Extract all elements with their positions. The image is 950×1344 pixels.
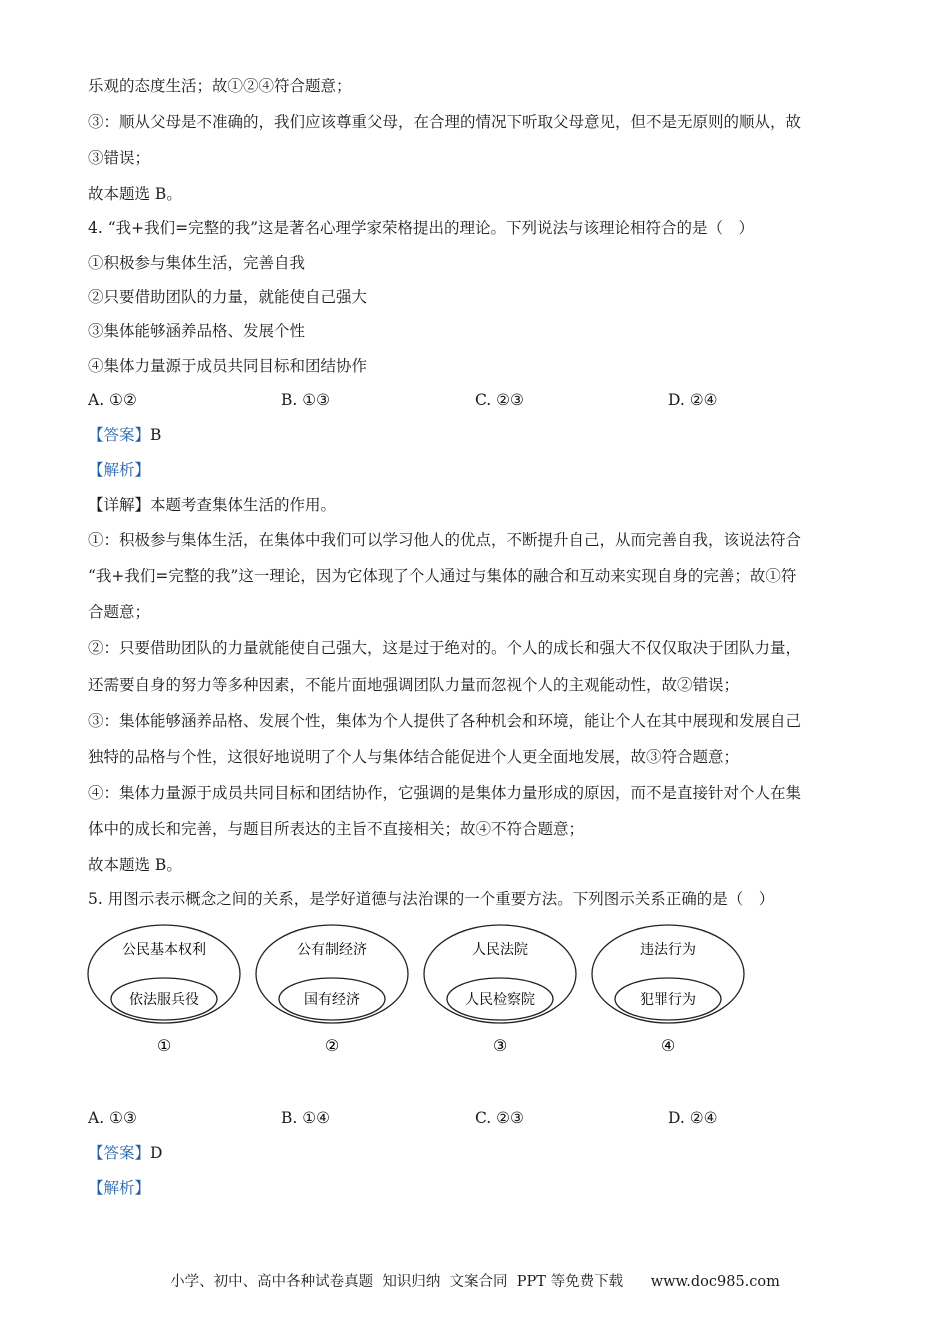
diagram-2-inner: 国有经济 (304, 992, 360, 1008)
diagram-1-number: ① (156, 1036, 172, 1055)
explain-line: ①：积极参与集体生活，在集体中我们可以学习他人的优点，不断提升自己，从而完善自我，该说法符合 (88, 531, 802, 549)
answer-value: D (150, 1144, 163, 1162)
diagram-4 (592, 925, 744, 1055)
explain-line: ②：只要借助团队的力量就能使自己强大，这是过于绝对的。个人的成长和强大不仅仅取决于团队力量， (88, 639, 802, 657)
diagram-2 (256, 925, 408, 1055)
explain-line: 合题意； (88, 603, 151, 621)
explain-line: ③：集体能够涵养品格、发展个性，集体为个人提供了各种机会和环境，能让个人在其中展现和发展自己 (88, 712, 802, 730)
text-line: 故本题选 B。 (88, 185, 182, 203)
diagram-1-inner: 依法服兵役 (129, 992, 199, 1008)
question-5-option-b: B. ①④ (281, 1109, 331, 1127)
detail-line (88, 495, 336, 515)
question-4-option-c: C. ②③ (475, 391, 524, 409)
diagram-3-number: ③ (492, 1036, 508, 1055)
analysis-tag: 【解析】 (88, 461, 151, 479)
diagram-3-outer: 人民法院 (472, 942, 528, 958)
diagram-2-number: ② (324, 1036, 340, 1055)
question-4-stem: 4. “我+我们=完整的我”这是著名心理学家荣格提出的理论。下列说法与该理论相符合的是（ ） (88, 219, 755, 237)
explain-line: “我+我们=完整的我”这一理论，因为它体现了个人通过与集体的融合和互动来实现自身的完善；故①符 (88, 567, 797, 585)
answer-line (88, 425, 161, 445)
question-4-option-b: B. ①③ (281, 391, 331, 409)
page-footer (0, 1270, 950, 1291)
question-4-option-a: A. ①② (88, 391, 137, 409)
detail-intro: 本题考查集体生活的作用。 (150, 496, 337, 514)
question-4-item: ②只要借助团队的力量，就能使自己强大 (88, 288, 368, 306)
footer-text: 小学、初中、高中各种试卷真题 知识归纳 文案合同 PPT 等免费下载 (170, 1274, 624, 1290)
diagram-4-number: ④ (660, 1036, 676, 1055)
text-line: ③：顺从父母是不准确的，我们应该尊重父母，在合理的情况下听取父母意见，但不是无原则的顺从，故 (88, 113, 802, 131)
question-4-item: ③集体能够涵养品格、发展个性 (88, 322, 306, 340)
explain-line: ④：集体力量源于成员共同目标和团结协作，它强调的是集体力量形成的原因，而不是直接针对个人在集 (88, 784, 802, 802)
diagram-1-outer: 公民基本权利 (122, 942, 206, 958)
analysis-tag: 【解析】 (88, 1179, 151, 1197)
question-4-item: ①积极参与集体生活，完善自我 (88, 254, 306, 272)
answer-value: B (150, 426, 162, 444)
diagram-4-outer: 违法行为 (640, 942, 696, 958)
explain-line: 独特的品格与个性，这很好地说明了个人与集体结合能促进个人更全面地发展，故③符合题意； (88, 748, 740, 766)
answer-tag: 【答案】 (88, 1144, 151, 1162)
question-4-option-d: D. ②④ (668, 391, 718, 409)
detail-tag: 【详解】 (88, 496, 151, 514)
question-5-option-c: C. ②③ (475, 1109, 524, 1127)
diagram-4-inner: 犯罪行为 (640, 992, 696, 1008)
diagram-3 (424, 925, 576, 1055)
explain-line: 体中的成长和完善，与题目所表达的主旨不直接相关；故④不符合题意； (88, 820, 585, 838)
diagram-1 (88, 925, 240, 1055)
text-line: ③错误； (88, 149, 151, 167)
text-line: 乐观的态度生活；故①②④符合题意； (88, 77, 352, 95)
explain-line: 还需要自身的努力等多种因素，不能片面地强调团队力量而忽视个人的主观能动性，故②错误； (88, 676, 740, 694)
question-4-item: ④集体力量源于成员共同目标和团结协作 (88, 357, 368, 375)
question-5-option-d: D. ②④ (668, 1109, 718, 1127)
question-5-option-a: A. ①③ (88, 1109, 137, 1127)
answer-tag: 【答案】 (88, 426, 151, 444)
concept-diagrams (84, 924, 754, 1059)
diagram-3-inner: 人民检察院 (465, 992, 535, 1008)
footer-link[interactable]: www.doc985.com (650, 1274, 780, 1290)
explain-line: 故本题选 B。 (88, 856, 182, 874)
question-5-stem: 5. 用图示表示概念之间的关系，是学好道德与法治课的一个重要方法。下列图示关系正确的是（ ） (88, 890, 775, 908)
diagram-2-outer: 公有制经济 (297, 942, 367, 958)
answer-line (88, 1143, 162, 1163)
